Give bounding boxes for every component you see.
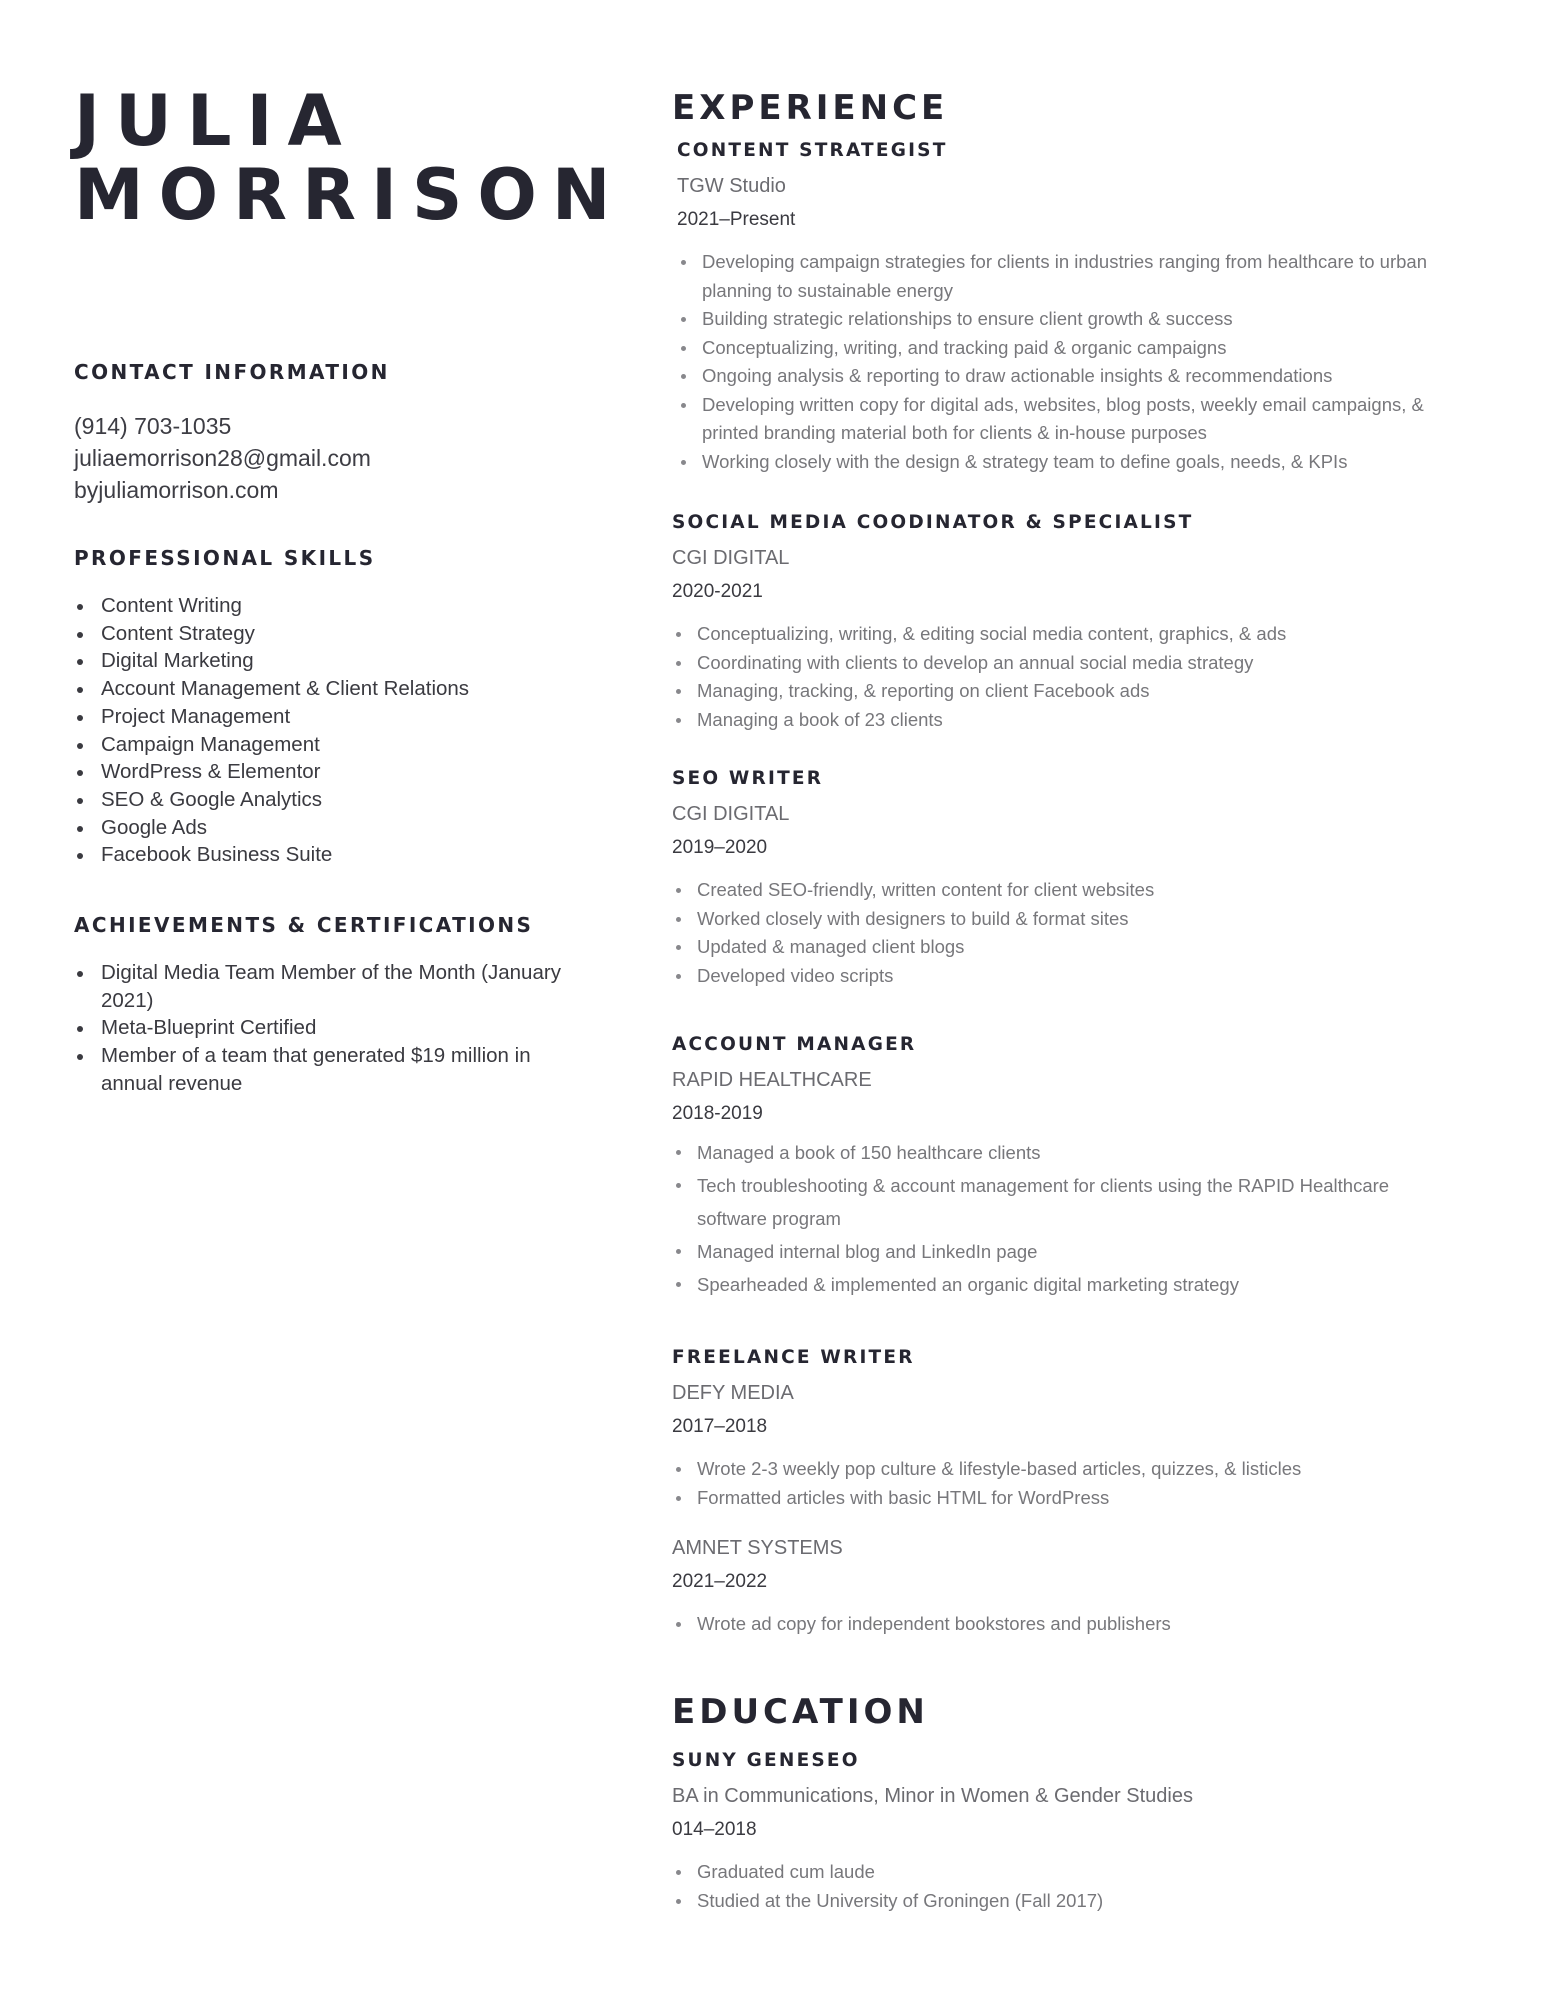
job-title: CONTENT STRATEGIST [677,140,948,161]
list-item: Developing written copy for digital ads, websites, blog posts, weekly email campaigns, & printed branding material both for clients & in-house purposes [702,391,1467,448]
list-item: Campaign Management [101,731,469,759]
experience-heading: EXPERIENCE [672,88,949,128]
school-name: SUNY GENESEO [672,1750,860,1771]
education-bullets [672,1858,1462,1915]
list-item: Managed a book of 150 healthcare clients [697,1136,1462,1169]
list-item: Managing, tracking, & reporting on client Facebook ads [697,677,1462,706]
list-item: Spearheaded & implemented an organic digital marketing strategy [697,1268,1462,1301]
candidate-name [74,80,626,236]
job-entry [672,512,1462,734]
list-item: Building strategic relationships to ensure client growth & success [702,305,1467,334]
list-item: WordPress & Elementor [101,758,469,786]
list-item: Google Ads [101,814,469,842]
list-item: Wrote 2-3 weekly pop culture & lifestyle-based articles, quizzes, & listicles [697,1455,1462,1484]
website-link[interactable]: byjuliamorrison.com [74,477,279,503]
list-item: Meta-Blueprint Certified [101,1014,561,1042]
education-dates: 014–2018 [672,1819,757,1840]
list-item: Working closely with the design & strategy team to define goals, needs, & KPIs [702,448,1467,477]
education-entry [672,1750,1462,1915]
list-item: Digital Marketing [101,647,469,675]
list-item: Studied at the University of Groningen (Fall 2017) [697,1887,1462,1916]
list-item: Updated & managed client blogs [697,933,1462,962]
job-bullets [672,1136,1462,1301]
list-item: Created SEO-friendly, written content for client websites [697,876,1462,905]
education-heading: EDUCATION [672,1692,929,1732]
list-item: Formatted articles with basic HTML for WordPress [697,1484,1462,1513]
job-dates: 2021–Present [677,209,796,230]
job-dates: 2017–2018 [672,1416,768,1437]
skills-list [74,592,469,869]
achievements-section [74,913,561,1098]
job-bullets [672,1610,1462,1639]
job-entry [672,768,1462,990]
job-entry [677,140,1467,476]
degree: BA in Communications, Minor in Women & Gender Studies [672,1785,1193,1807]
company-name: DEFY MEDIA [672,1382,794,1404]
list-item: Developed video scripts [697,962,1462,991]
list-item: Digital Media Team Member of the Month (January 2021) [101,959,561,1014]
job-title: ACCOUNT MANAGER [672,1034,917,1055]
job-dates: 2018-2019 [672,1103,763,1124]
job-entry [672,1347,1462,1512]
company-name: AMNET SYSTEMS [672,1537,843,1559]
last-name: MORRISON [74,154,626,236]
company-name: RAPID HEALTHCARE [672,1069,872,1091]
company-name: CGI DIGITAL [672,803,790,825]
job-bullets [672,620,1462,734]
skills-section [74,546,469,869]
first-name: JULIA [74,80,357,162]
job-bullets [672,876,1462,990]
job-entry [672,1034,1462,1301]
contact-heading: CONTACT INFORMATION [74,360,390,384]
list-item: SEO & Google Analytics [101,786,469,814]
list-item: Account Management & Client Relations [101,675,469,703]
list-item: Project Management [101,703,469,731]
phone-number: (914) 703-1035 [74,413,232,439]
company-name: CGI DIGITAL [672,547,790,569]
job-bullets [672,1455,1462,1512]
list-item: Worked closely with designers to build & format sites [697,905,1462,934]
list-item: Wrote ad copy for independent bookstores and publishers [697,1610,1462,1639]
list-item: Facebook Business Suite [101,841,469,869]
list-item: Graduated cum laude [697,1858,1462,1887]
achievements-heading: ACHIEVEMENTS & CERTIFICATIONS [74,913,534,937]
company-name: TGW Studio [677,175,786,197]
job-bullets [677,248,1467,476]
list-item: Conceptualizing, writing, & editing social media content, graphics, & ads [697,620,1462,649]
job-dates: 2020-2021 [672,581,763,602]
list-item: Content Writing [101,592,469,620]
skills-heading: PROFESSIONAL SKILLS [74,546,376,570]
list-item: Content Strategy [101,620,469,648]
list-item: Managing a book of 23 clients [697,706,1462,735]
job-entry [672,1536,1462,1639]
job-title: SEO WRITER [672,768,824,789]
list-item: Coordinating with clients to develop an annual social media strategy [697,649,1462,678]
list-item: Ongoing analysis & reporting to draw actionable insights & recommendations [702,362,1467,391]
job-dates: 2019–2020 [672,837,768,858]
list-item: Member of a team that generated $19 million in annual revenue [101,1042,561,1097]
job-title: SOCIAL MEDIA COODINATOR & SPECIALIST [672,512,1194,533]
job-title: FREELANCE WRITER [672,1347,915,1368]
job-dates: 2021–2022 [672,1571,768,1592]
list-item: Tech troubleshooting & account management for clients using the RAPID Healthcare software program [697,1169,1462,1235]
list-item: Managed internal blog and LinkedIn page [697,1235,1462,1268]
list-item: Developing campaign strategies for clients in industries ranging from healthcare to urban planning to sustainable energy [702,248,1467,305]
list-item: Conceptualizing, writing, and tracking paid & organic campaigns [702,334,1467,363]
achievements-list [74,959,561,1098]
email-address[interactable]: juliaemorrison28@gmail.com [74,445,371,471]
contact-section [74,360,390,506]
